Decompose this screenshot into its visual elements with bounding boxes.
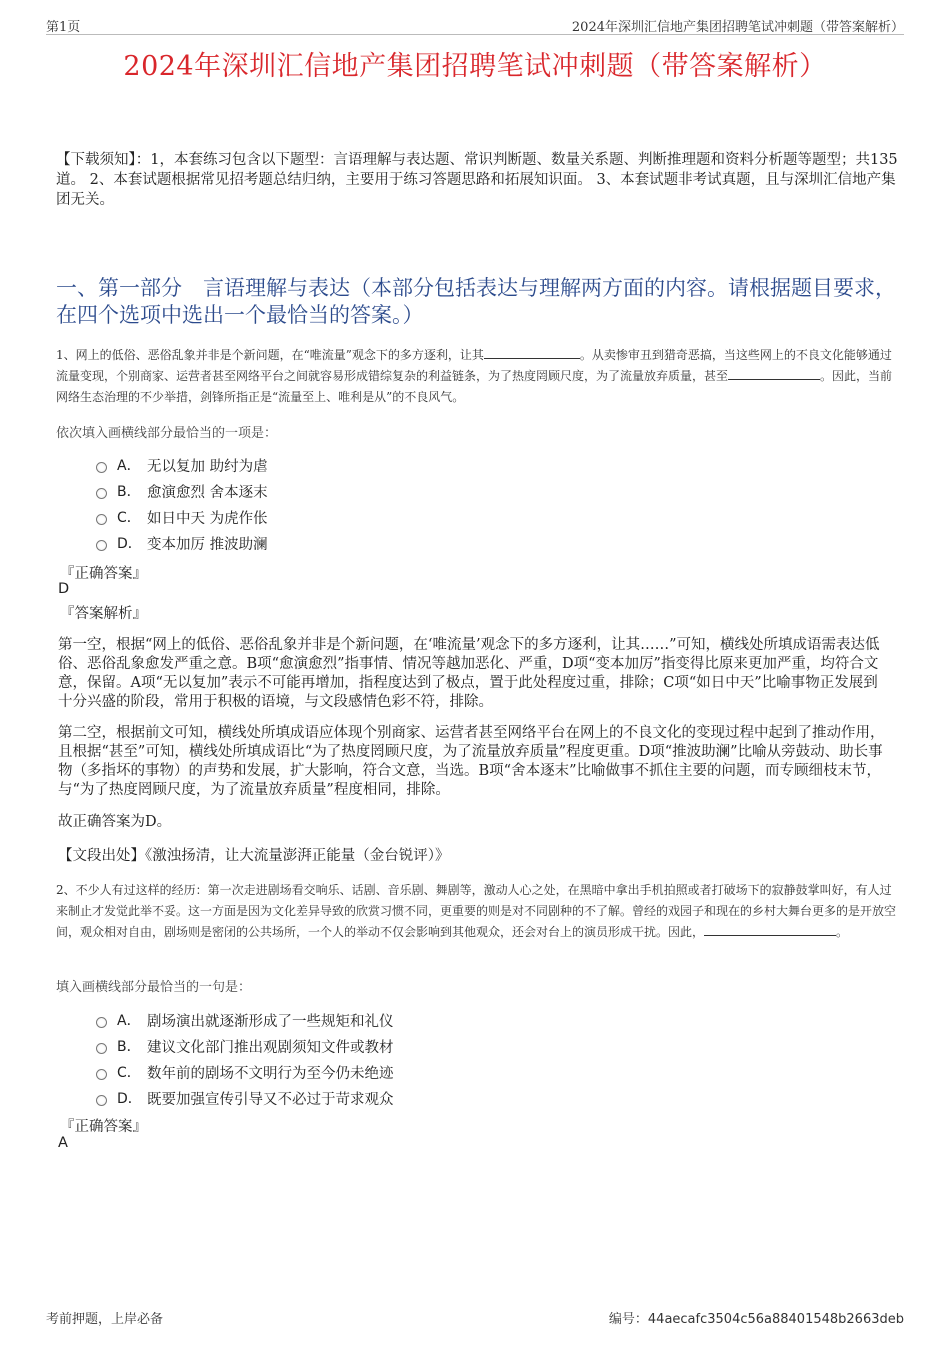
answer-value: A xyxy=(58,1135,68,1151)
radio-icon[interactable] xyxy=(96,1069,107,1080)
question-2-prompt: 填入画横线部分最恰当的一句是： xyxy=(56,980,252,995)
answer-label: 『正确答案』 xyxy=(60,1119,147,1135)
answer-label: 『正确答案』 xyxy=(60,566,147,582)
question-1-prompt: 依次填入画横线部分最恰当的一项是： xyxy=(56,426,278,441)
download-notice: 【下载须知】：1，本套练习包含以下题型：言语理解与表达题、常识判断题、数量关系题、判断推理题和资料分析题等题型；共135道。 2、本套试题根据常见招考题总结归纳，主要用于练习答题思路和拓展知识面。 3、本套试题非考试真题，且与深圳汇信地产集团无关。 xyxy=(56,152,898,208)
analysis-conclusion: 故正确答案为D。 xyxy=(58,814,172,830)
page-title: 2024年深圳汇信地产集团招聘笔试冲刺题（带答案解析） xyxy=(123,51,827,82)
question-2-options xyxy=(96,1007,394,1111)
answer-value: D xyxy=(58,581,70,597)
option-c[interactable]: C． 数年前的剧场不文明行为至今仍未绝迹 xyxy=(96,1059,394,1085)
analysis-paragraph-2: 第二空，根据前文可知，横线处所填成语应体现个别商家、运营者甚至网络平台在网上的不良文化的变现过程中起到了推动作用，且根据“甚至”可知，横线处所填成语比“为了热度罔顾尺度，为了流量放弃质量”程度更重。D项“推波助澜”比喻从旁鼓动、助长事物（多指坏的事物）的声势和发展，扩大影响，符合文意，当选。B项“舍本逐末”比喻做事不抓住主要的问题，而专顾细枝末节，与“为了热度罔顾尺度，为了流量放弃质量”程度相同，排除。 xyxy=(58,725,885,798)
blank-1 xyxy=(484,346,580,359)
section-heading: 一、第一部分 言语理解与表达（本部分包括表达与理解两方面的内容。请根据题目要求，在四个选项中选出一个最恰当的答案。） xyxy=(56,276,896,327)
radio-icon[interactable] xyxy=(96,462,107,473)
question-2-stem: 2、不少人有过这样的经历：第一次走进剧场看交响乐、话剧、音乐剧、舞剧等，激动人心之处，在黑暗中拿出手机拍照或者打破场下的寂静鼓掌叫好，有人过来制止才发觉此举不妥。这一方面是因为文化差异导致的欣赏习惯不同，更重要的则是对不同剧种的不了解。曾经的戏园子和现在的乡村大舞台更多的是开放空间，观众相对自由，剧场则是密闭的公共场所，一个人的举动不仅会影响到其他观众，还会对台上的演员形成干扰。因此， 。 xyxy=(56,883,897,939)
analysis-label: 『答案解析』 xyxy=(60,606,147,622)
radio-icon[interactable] xyxy=(96,488,107,499)
header-doc-title: 2024年深圳汇信地产集团招聘笔试冲刺题（带答案解析） xyxy=(571,20,904,35)
option-b[interactable]: B． 愈演愈烈 舍本逐末 xyxy=(96,478,268,504)
radio-icon[interactable] xyxy=(96,1043,107,1054)
radio-icon[interactable] xyxy=(96,1095,107,1106)
option-a[interactable]: A． 无以复加 助纣为虐 xyxy=(96,452,268,478)
analysis-paragraph-1: 第一空，根据“网上的低俗、恶俗乱象并非是个新问题，在‘唯流量’观念下的多方逐利，让其……”可知，横线处所填成语需表达低俗、恶俗乱象愈发严重之意。B项“愈演愈烈”指事情、情况等越加恶化、严重，D项“变本加厉”指变得比原来更加严重，均符合文意，保留。A项“无以复加”表示不可能再增加，指程度达到了极点，置于此处程度过重，排除；C项“如日中天”比喻事物正发展到十分兴盛的阶段，常用于积极的语境，与文段感情色彩不符，排除。 xyxy=(58,637,880,710)
option-b[interactable]: B． 建议文化部门推出观剧须知文件或教材 xyxy=(96,1033,394,1059)
option-a[interactable]: A． 剧场演出就逐渐形成了一些规矩和礼仪 xyxy=(96,1007,394,1033)
question-1-stem: 1、网上的低俗、恶俗乱象并非是个新问题，在“唯流量”观念下的多方逐利，让其 。从卖惨审丑到猎奇恶搞，当这些网上的不良文化能够通过流量变现，个别商家、运营者甚至网络平台之间就容易形成错综复杂的利益链条，为了热度罔顾尺度，为了流量放弃质量，甚至 。因此，当前网络生态治理的不少举措，剑锋所指正是“流量至上、唯利是从”的不良风气。 xyxy=(56,348,893,404)
option-d[interactable]: D． 变本加厉 推波助澜 xyxy=(96,530,268,556)
option-c[interactable]: C． 如日中天 为虎作伥 xyxy=(96,504,268,530)
page-footer xyxy=(46,1308,904,1327)
page-number: 第1页 xyxy=(46,20,81,35)
page-header xyxy=(46,14,904,35)
radio-icon[interactable] xyxy=(96,540,107,551)
radio-icon[interactable] xyxy=(96,1017,107,1028)
blank-3 xyxy=(704,923,836,936)
blank-2 xyxy=(728,367,820,380)
footer-slogan: 考前押题，上岸必备 xyxy=(46,1312,164,1327)
question-1-options xyxy=(96,452,268,556)
footer-code: 编号：44aecafc3504c56a88401548b2663deb xyxy=(608,1312,904,1327)
option-d[interactable]: D． 既要加强宣传引导又不必过于苛求观众 xyxy=(96,1085,394,1111)
radio-icon[interactable] xyxy=(96,514,107,525)
source-note: 【文段出处】《激浊扬清，让大流量澎湃正能量（金台锐评）》 xyxy=(58,848,450,864)
